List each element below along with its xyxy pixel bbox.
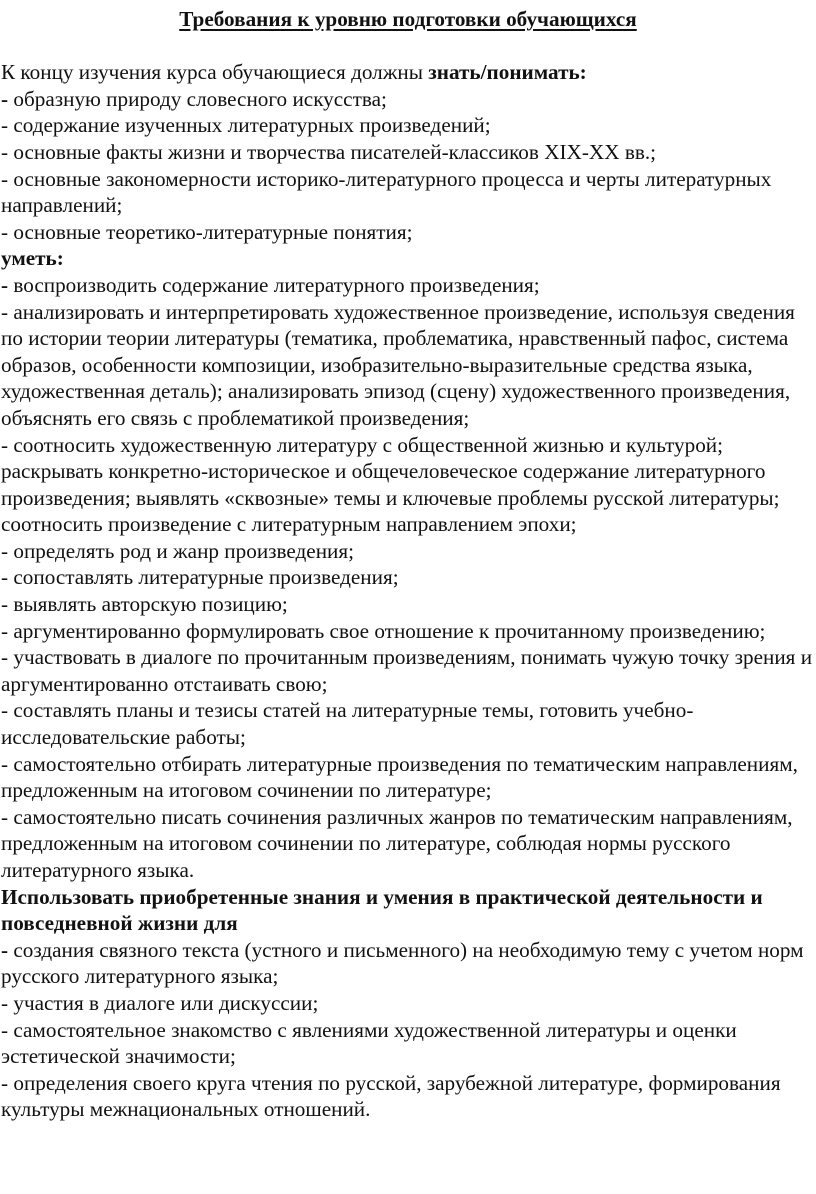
list-dash: -: [1, 139, 14, 164]
list-item-text: основные факты жизни и творчества писателей-классиков XIX-XX вв.;: [13, 139, 657, 164]
list-dash: -: [1, 432, 14, 457]
list-item-text: соотносить художественную литературу с общественной жизнью и культурой; раскрывать конкретно-историческое и общечеловеческое содержание литературного произведения; выявлять «сквозные» темы и ключевые проблемы русской литературы; соотносить произведение с литературным направлением эпохи;: [1, 432, 780, 537]
intro-bold-term: знать/понимать:: [428, 60, 587, 85]
list-item: [0, 644, 816, 697]
list-item: [0, 432, 816, 538]
list-item-text: определять род и жанр произведения;: [13, 538, 355, 563]
list-item-text: составлять планы и тезисы статей на литературные темы, готовить учебно-исследовательские работы;: [1, 698, 694, 750]
list-item: [0, 618, 816, 645]
list-dash: -: [1, 1070, 14, 1095]
list-item: [0, 697, 816, 750]
list-dash: -: [1, 618, 14, 643]
skills-list: [0, 272, 816, 884]
list-item: [0, 564, 816, 591]
list-item-text: воспроизводить содержание литературного произведения;: [13, 272, 540, 297]
list-item-text: сопоставлять литературные произведения;: [13, 565, 399, 590]
list-item: [0, 139, 816, 166]
skills-heading: уметь:: [1, 246, 64, 271]
list-item: [0, 804, 816, 884]
list-dash: -: [1, 990, 14, 1015]
list-item: [0, 751, 816, 804]
list-item-text: создания связного текста (устного и письменного) на необходимую тему с учетом норм русского литературного языка;: [1, 937, 804, 989]
list-item: [0, 1070, 816, 1123]
list-dash: -: [1, 1017, 14, 1042]
list-item: [0, 166, 816, 219]
list-dash: -: [1, 751, 14, 776]
know-list: [0, 86, 816, 246]
list-item: [0, 112, 816, 139]
list-item-text: аргументированно формулировать свое отношение к прочитанному произведению;: [13, 618, 766, 643]
list-dash: -: [1, 219, 14, 244]
usage-heading: Использовать приобретенные знания и умения в практической деятельности и повседневной жизни для: [1, 884, 763, 936]
list-item: [0, 299, 816, 432]
list-item-text: выявлять авторскую позицию;: [13, 592, 288, 617]
list-dash: -: [1, 698, 14, 723]
list-dash: -: [1, 538, 14, 563]
list-item: [0, 937, 816, 990]
list-item-text: образную природу словесного искусства;: [13, 86, 387, 111]
document-title: Требования к уровню подготовки обучающихся: [179, 7, 637, 31]
list-dash: -: [1, 565, 14, 590]
list-dash: -: [1, 299, 14, 324]
list-item-text: анализировать и интерпретировать художественное произведение, используя сведения по истории теории литературы (тематика, проблематика, нравственный пафос, система образов, особенности композиции, изобразительно-выразительные средства языка, художественная деталь); анализировать эпизод (сцену) художественного произведения, объяснять его связь с проблематикой произведения;: [1, 299, 795, 430]
list-item: [0, 1017, 816, 1070]
list-item-text: определения своего круга чтения по русской, зарубежной литературе, формирования культуры межнациональных отношений.: [1, 1070, 781, 1122]
list-item: [0, 591, 816, 618]
list-dash: -: [1, 272, 14, 297]
list-dash: -: [1, 645, 14, 670]
list-dash: -: [1, 937, 14, 962]
list-dash: -: [1, 804, 14, 829]
list-item-text: самостоятельное знакомство с явлениями художественной литературы и оценки эстетической значимости;: [1, 1017, 737, 1069]
list-item: [0, 86, 816, 113]
usage-list: [0, 937, 816, 1123]
list-item-text: содержание изученных литературных произведений;: [13, 113, 491, 138]
list-dash: -: [1, 113, 14, 138]
list-item: [0, 219, 816, 246]
list-item-text: самостоятельно отбирать литературные произведения по тематическим направлениям, предложенным на итоговом сочинении по литературе;: [1, 751, 798, 803]
list-item-text: основные теоретико-литературные понятия;: [13, 219, 413, 244]
list-dash: -: [1, 86, 14, 111]
intro-text: К концу изучения курса обучающиеся должны: [1, 60, 429, 85]
list-item: [0, 990, 816, 1017]
list-item-text: участвовать в диалоге по прочитанным произведениям, понимать чужую точку зрения и аргументированно отстаивать свою;: [1, 645, 813, 696]
list-item: [0, 272, 816, 299]
list-item-text: участия в диалоге или дискуссии;: [13, 990, 319, 1015]
list-item-text: основные закономерности историко-литературного процесса и черты литературных направлений;: [1, 166, 772, 218]
blank-line: [0, 33, 816, 60]
list-item: [0, 538, 816, 565]
list-item-text: самостоятельно писать сочинения различных жанров по тематическим направлениям, предложенным на итоговом сочинении по литературе, соблюдая нормы русского литературного языка.: [1, 804, 793, 882]
list-dash: -: [1, 166, 14, 191]
list-dash: -: [1, 592, 14, 617]
intro-paragraph: [0, 59, 816, 86]
